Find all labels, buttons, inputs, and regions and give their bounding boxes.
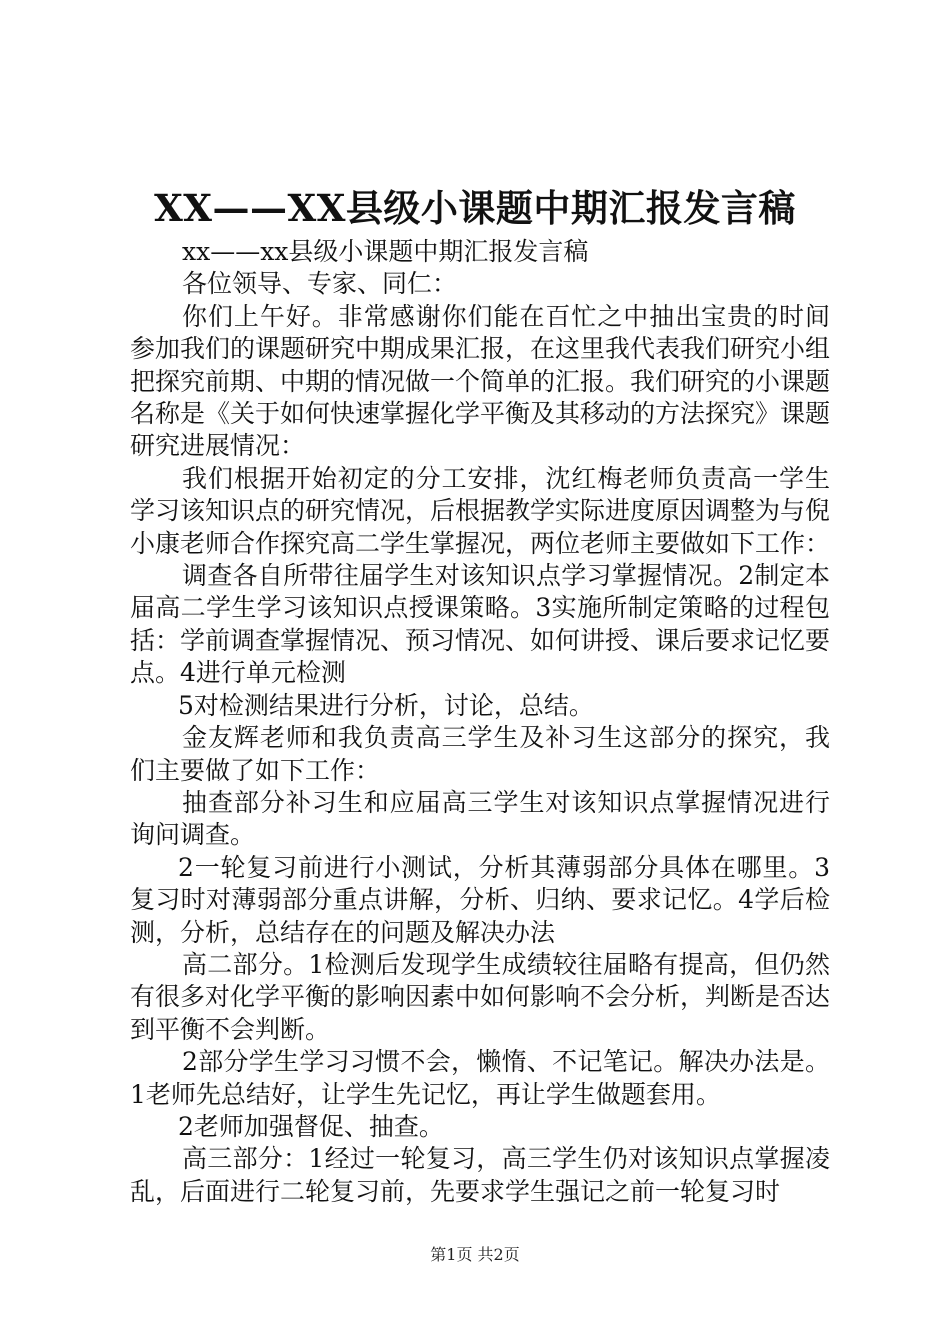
paragraph-subtitle: xx——xx县级小课题中期汇报发言稿 xyxy=(182,237,589,266)
paragraph-greeting: 你们上午好。非常感谢你们能在百忙之中抽出宝贵的时间参加我们的课题研究中期成果汇报，在这里我代表我们研究小组把探究前期、中期的情况做一个简单的汇报。我们研究的小课题名称是《关于如何快速掌握化学平衡及其移动的方法探究》课题研究进展情况： xyxy=(130,301,831,461)
paragraph-salutation: 各位领导、专家、同仁： xyxy=(182,269,458,299)
paragraph-grade3-steps: 2一轮复习前进行小测试，分析其薄弱部分具体在哪里。3复习时对薄弱部分重点讲解，分析、归纳、要求记忆。4学后检测，分析，总结存在的问题及解决办法 xyxy=(130,852,830,947)
paragraph-grade2-findings: 高二部分。1检测后发现学生成绩较往届略有提高，但仍然有很多对化学平衡的影响因素中如何影响不会分析，判断是否达到平衡不会判断。 xyxy=(130,949,831,1044)
document-body xyxy=(130,236,830,1208)
paragraph-division-of-work: 我们根据开始初定的分工安排，沈红梅老师负责高一学生学习该知识点的研究情况，后根据教学实际进度原因调整为与倪小康老师合作探究高二学生掌握况，两位老师主要做如下工作： xyxy=(130,463,831,558)
paragraph-grade2-tasks: 调查各自所带往届学生对该知识点学习掌握情况。2制定本届高二学生学习该知识点授课策略。3实施所制定策略的过程包括：学前调查掌握情况、预习情况、如何讲授、课后要求记忆要点。4进行单元检测 xyxy=(130,561,831,688)
paragraph-study-habits: 2部分学生学习习惯不会，懒惰、不记笔记。解决办法是。1老师先总结好，让学生先记忆，再让学生做题套用。 xyxy=(130,1047,830,1109)
paragraph-supervision: 2老师加强督促、抽查。 xyxy=(178,1111,444,1141)
paragraph-grade3-intro: 金友辉老师和我负责高三学生及补习生这部分的探究，我们主要做了如下工作： xyxy=(130,723,830,785)
page-number-footer: 第1页 共2页 xyxy=(430,1245,520,1264)
document-title: XX——XX县级小课题中期汇报发言稿 xyxy=(154,186,796,230)
paragraph-grade3-findings: 高三部分：1经过一轮复习，高三学生仍对该知识点掌握凌乱，后面进行二轮复习前，先要求学生强记之前一轮复习时 xyxy=(130,1144,830,1206)
paragraph-grade2-analysis: 5对检测结果进行分析，讨论，总结。 xyxy=(178,690,594,720)
paragraph-grade3-survey: 抽查部分补习生和应届高三学生对该知识点掌握情况进行询问调查。 xyxy=(130,787,830,850)
